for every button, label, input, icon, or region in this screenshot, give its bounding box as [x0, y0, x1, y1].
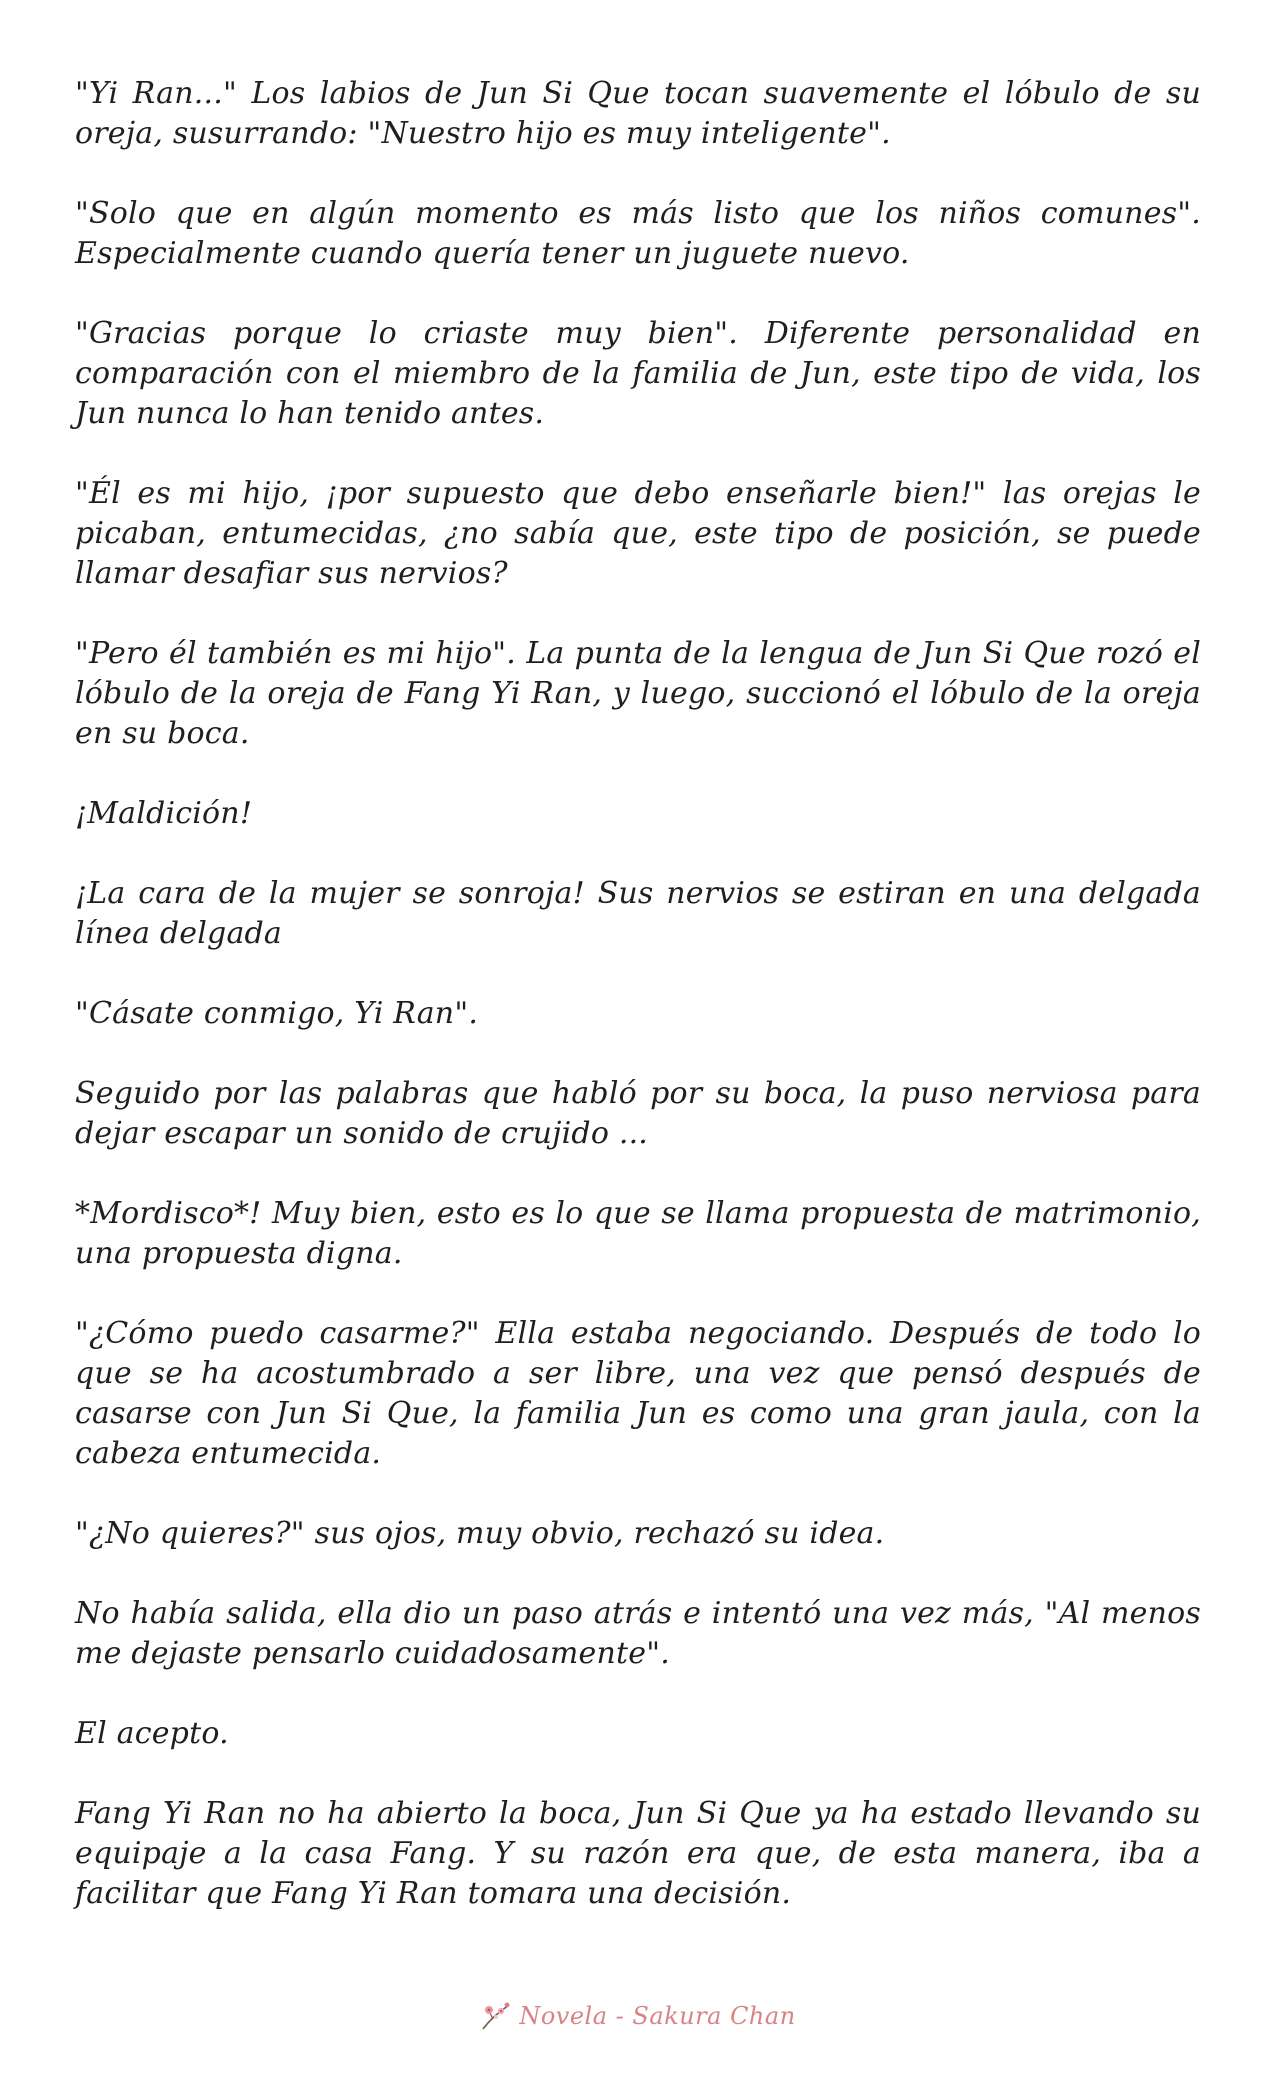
sakura-flower-icon — [479, 1999, 513, 2033]
paragraph: "Cásate conmigo, Yi Ran". — [75, 996, 479, 1031]
paragraph: "Solo que en algún momento es más listo que los niños comunes". Especialmente cuando quería tener un juguete nuevo. — [75, 196, 1201, 271]
paragraph: No había salida, ella dio un paso atrás e intentó una vez más, "Al menos me dejaste pensarlo cuidadosamente". — [75, 1596, 1201, 1671]
paragraph: ¡La cara de la mujer se sonroja! Sus nervios se estiran en una delgada línea delgada — [75, 876, 1201, 951]
paragraph: *Mordisco*! Muy bien, esto es lo que se llama propuesta de matrimonio, una propuesta digna. — [75, 1196, 1201, 1271]
paragraph: "Yi Ran..." Los labios de Jun Si Que tocan suavemente el lóbulo de su oreja, susurrando: "Nuestro hijo es muy inteligente". — [75, 76, 1201, 151]
footer-watermark — [0, 1996, 1275, 2036]
paragraph: "Gracias porque lo criaste muy bien". Diferente personalidad en comparación con el miembro de la familia de Jun, este tipo de vida, los Jun nunca lo han tenido antes. — [75, 316, 1201, 431]
paragraph: "¿Cómo puedo casarme?" Ella estaba negociando. Después de todo lo que se ha acostumbrado a ser libre, una vez que pensó después de casarse con Jun Si Que, la familia Jun es como una gran jaula, con la cabeza entumecida. — [75, 1316, 1201, 1471]
paragraph: "¿No quieres?" sus ojos, muy obvio, rechazó su idea. — [75, 1516, 885, 1551]
paragraph: Fang Yi Ran no ha abierto la boca, Jun Si Que ya ha estado llevando su equipaje a la casa Fang. Y su razón era que, de esta manera, iba a facilitar que Fang Yi Ran tomara una decisión. — [75, 1796, 1201, 1911]
paragraph: ¡Maldición! — [75, 796, 253, 831]
paragraph: "Él es mi hijo, ¡por supuesto que debo enseñarle bien!" las orejas le picaban, entumecidas, ¿no sabía que, este tipo de posición, se puede llamar desafiar sus nervios? — [75, 476, 1201, 591]
paragraph: Seguido por las palabras que habló por su boca, la puso nerviosa para dejar escapar un sonido de crujido ... — [75, 1076, 1201, 1151]
novel-text — [75, 74, 1201, 1954]
paragraph: "Pero él también es mi hijo". La punta de la lengua de Jun Si Que rozó el lóbulo de la oreja de Fang Yi Ran, y luego, succionó el lóbulo de la oreja en su boca. — [75, 636, 1201, 751]
footer-label: Novela - Sakura Chan — [519, 2002, 796, 2030]
paragraph: El acepto. — [75, 1716, 229, 1751]
